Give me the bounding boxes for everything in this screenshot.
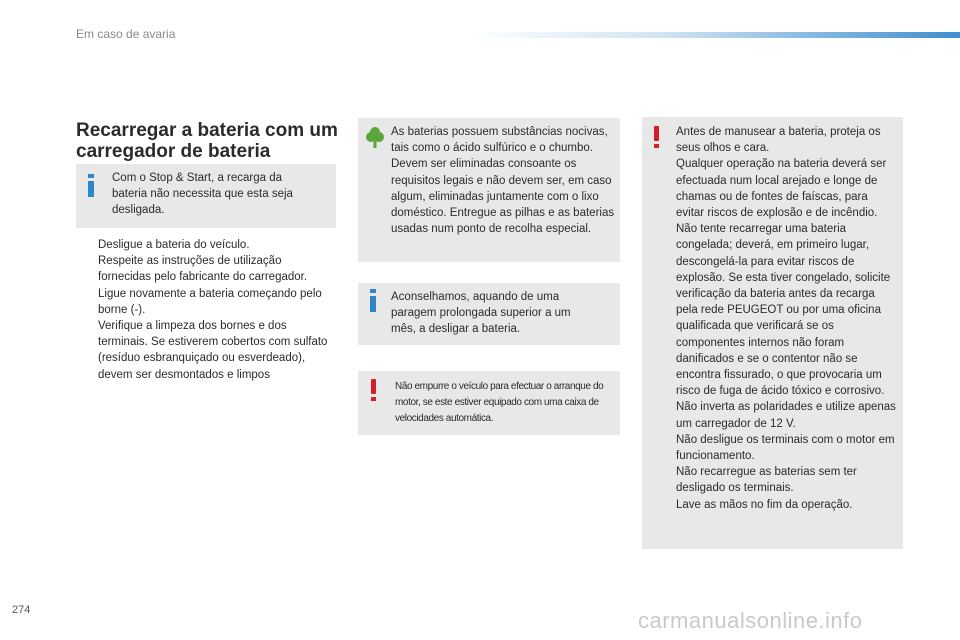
- list-item: [82, 286, 332, 318]
- list-item: [82, 237, 332, 253]
- environment-text: As baterias possuem substâncias nocivas, tais como o ácido sulfúrico e o chumbo. Devem ser eliminadas consoante os requisitos legais e não devem ser, em caso algum, eliminadas juntamente com o lixo doméstico. Entregue as pilhas e as baterias usadas num ponto de recolha especial.: [391, 126, 615, 236]
- warning-box-push-start: [358, 371, 620, 435]
- info-text: Com o Stop & Start, a recarga da bateria não necessita que esta seja desligada.: [112, 172, 293, 217]
- list-item-text: Verifique a limpeza dos bornes e dos terminais. Se estiverem cobertos com sulfato (resíduo esbranquiçado ou esverdeado), devem ser desmontados e limpos: [98, 320, 328, 381]
- header-title: Em caso de avaria: [76, 27, 176, 41]
- list-item-text: Desligue a bateria do veículo.: [98, 239, 250, 251]
- warning-text: Não empurre o veículo para efectuar o arranque do motor, se este estiver equipado com uma caixa de velocidades automática.: [395, 381, 604, 424]
- warning-text: Antes de manusear a bateria, proteja os seus olhos e cara. Qualquer operação na bateria deverá ser efectuada num local arejado e longe de chamas ou de fontes de faíscas, para evitar riscos de explosão e de incêndio. Não tente recarregar uma bateria congelada; deverá, em primeiro lugar, descongelá-la para evitar riscos de explosão. Se esta tiver congelado, solicite verificação da bateria antes da recarga pela rede PEUGEOT ou por uma oficina qualificada que verificará se os componentes internos não foram danificados e se o contentor não se encontra fissurado, o que provocaria um risco de fuga de ácido tóxico e corrosivo. Não inverta as polaridades e utilize apenas um carregador de 12 V. Não desligue os terminais com o motor em funcionamento. Não recarregue as baterias sem ter desligado os terminais. Lave as mãos no fim da operação.: [676, 126, 896, 511]
- section-title: Recarregar a bateria com um carregador de bateria: [76, 120, 338, 162]
- header-gradient-bar: [470, 32, 960, 38]
- info-box-disconnect: [358, 283, 620, 345]
- page-number: 274: [12, 604, 31, 616]
- info-box-start-stop: [76, 164, 336, 228]
- info-text: Aconselhamos, aquando de uma paragem prolongada superior a um mês, a desligar a bateria.: [391, 291, 571, 336]
- list-item: [82, 318, 332, 383]
- watermark: carmanualsonline.info: [638, 608, 863, 633]
- list-item-text: Respeite as instruções de utilização fornecidas pelo fabricante do carregador.: [98, 255, 308, 284]
- tree-icon: [366, 126, 384, 153]
- steps-list: [82, 237, 332, 383]
- list-item-text: Ligue novamente a bateria começando pelo borne (-).: [98, 287, 322, 316]
- warning-box-main: [642, 117, 903, 549]
- environment-note-box: [358, 118, 620, 262]
- list-item: [82, 253, 332, 285]
